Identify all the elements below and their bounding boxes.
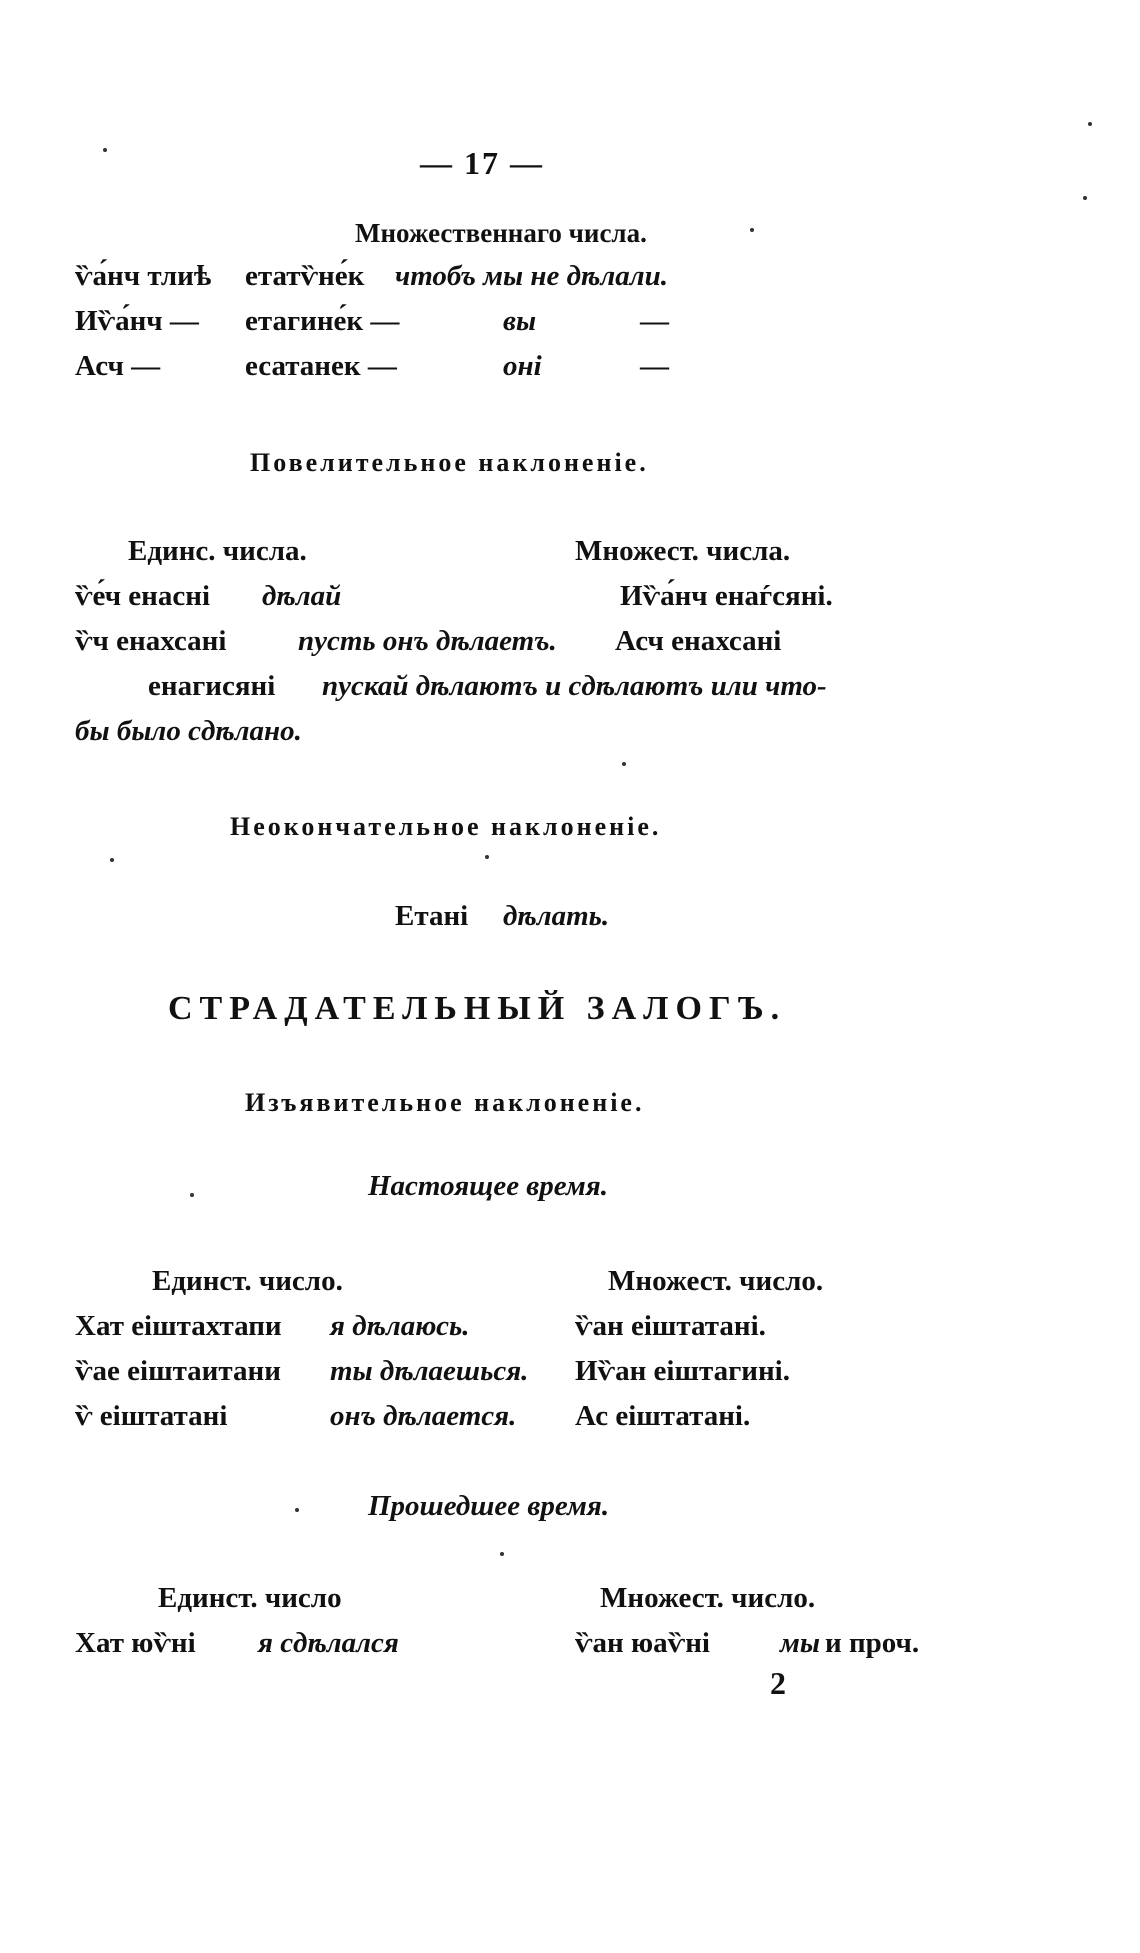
plural-row-1-a: ѷа́нч тлиѣ	[75, 260, 212, 292]
imperative-line2-b: пусть онъ дѣлаетъ.	[298, 625, 557, 657]
plural-row-3-d: —	[640, 350, 669, 382]
plural-row-3-c: оні	[503, 350, 542, 382]
passive-voice-heading: СТРАДАТЕЛЬНЫЙ ЗАЛОГЪ.	[168, 990, 787, 1027]
scan-speck	[103, 148, 107, 152]
plural-row-2-c: вы	[503, 305, 537, 337]
imperative-line4: бы было сдѣлано.	[75, 715, 302, 747]
infinitive-heading: Неокончательное наклоненіе.	[230, 812, 662, 841]
scan-speck	[1088, 122, 1092, 126]
scan-speck	[750, 228, 754, 232]
past-row-e: и проч.	[825, 1627, 920, 1659]
past-row-c: ѷан юаѷні	[575, 1627, 710, 1659]
past-tense-heading: Прошедшее время.	[368, 1490, 610, 1522]
present-row-2-c: Иѷан еіштагині.	[575, 1355, 790, 1387]
present-row-3-c: Ас еіштатані.	[575, 1400, 751, 1432]
scan-speck	[110, 858, 114, 862]
imperative-line3-a: енагисяні	[148, 670, 276, 702]
present-row-3-a: ѷ еіштатані	[75, 1400, 228, 1432]
plural-row-2-d: —	[640, 305, 669, 337]
scan-speck	[500, 1552, 504, 1556]
imperative-line1-a: ѷе́ч енасні	[75, 580, 211, 612]
present-row-1-a: Хат еіштахтапи	[75, 1310, 282, 1342]
past-col-left: Единст. число	[158, 1582, 342, 1614]
plural-row-1-c: чтобъ мы не дѣлали.	[395, 260, 669, 292]
imperative-line3-b: пускай дѣлаютъ и сдѣлаютъ или что-	[322, 670, 827, 702]
present-row-2-a: ѷае еіштаитани	[75, 1355, 281, 1387]
scan-speck	[622, 762, 626, 766]
infinitive-line-b: дѣлать.	[503, 900, 610, 932]
imperative-line1-b: дѣлай	[262, 580, 342, 612]
imperative-line2-c: Асч енахсані	[615, 625, 782, 657]
scan-speck	[295, 1508, 299, 1512]
past-row-a: Хат юѷні	[75, 1627, 196, 1659]
imperative-heading: Повелительное наклоненіе.	[250, 448, 649, 477]
plural-heading: Множественнаго числа.	[355, 218, 647, 248]
scan-speck	[190, 1193, 194, 1197]
plural-row-2-b: етагине́к —	[245, 305, 400, 337]
present-col-left: Единст. число.	[152, 1265, 343, 1297]
past-row-d: мы	[780, 1627, 820, 1659]
present-col-right: Множест. число.	[608, 1265, 824, 1297]
scan-speck	[1083, 196, 1087, 200]
plural-row-1-b: етатѷне́к	[245, 260, 365, 292]
present-row-1-c: ѷан еіштатані.	[575, 1310, 766, 1342]
plural-row-2-a: Иѷа́нч —	[75, 305, 199, 337]
scan-speck	[485, 855, 489, 859]
page-number: — 17 —	[420, 145, 544, 181]
imperative-col-left: Единс. числа.	[128, 535, 307, 567]
past-row-b: я сдѣлался	[258, 1627, 399, 1659]
signature-mark: 2	[770, 1665, 786, 1701]
past-col-right: Множест. число.	[600, 1582, 816, 1614]
infinitive-line-a: Етані	[395, 900, 469, 932]
present-tense-heading: Настоящее время.	[368, 1170, 608, 1202]
plural-row-3-b: есатанек —	[245, 350, 397, 382]
present-row-2-b: ты дѣлаешься.	[330, 1355, 529, 1387]
imperative-col-right: Множест. числа.	[575, 535, 791, 567]
present-row-1-b: я дѣлаюсь.	[330, 1310, 470, 1342]
indicative-heading: Изъявительное наклоненіе.	[245, 1088, 645, 1117]
plural-row-3-a: Асч —	[75, 350, 161, 382]
present-row-3-b: онъ дѣлается.	[330, 1400, 517, 1432]
imperative-line1-right: Иѷа́нч енаѓсяні.	[620, 580, 833, 612]
imperative-line2-a: ѷч енахсані	[75, 625, 227, 657]
